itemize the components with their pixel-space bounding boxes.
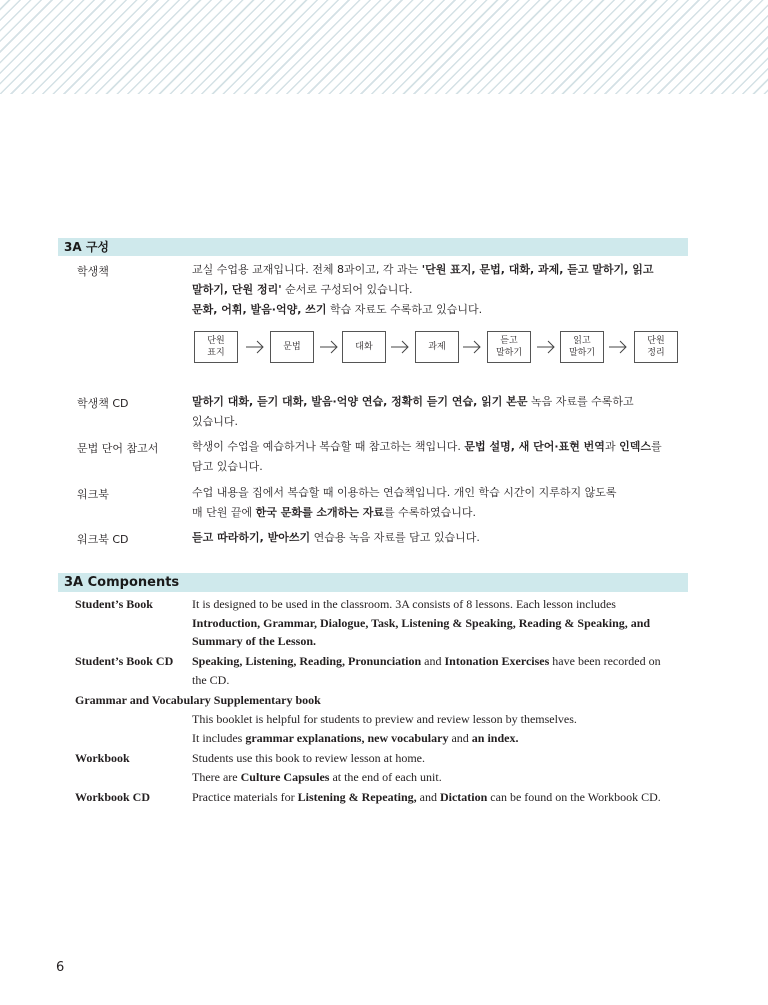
page-number: 6 xyxy=(56,960,65,975)
section-title-ko: 3A 구성 xyxy=(58,238,688,256)
text-run: 있습니다. xyxy=(192,415,239,428)
text-run-bold: Listening & Repeating, xyxy=(297,790,417,804)
arrow-right-icon xyxy=(535,339,557,355)
text-run: 를 수록하였습니다. xyxy=(384,506,477,519)
text-run: It includes xyxy=(192,730,246,745)
text-run: It is designed to be used in the classroom. 3A consists of 8 lessons. Each lesson includes xyxy=(192,597,616,611)
text-run-bold: Summary of the Lesson. xyxy=(192,634,317,648)
text-run: 를 xyxy=(650,440,662,453)
text-line xyxy=(192,437,682,457)
text-line xyxy=(192,280,682,300)
row-body-grammar-reference-ko xyxy=(192,437,682,477)
flow-step-label: 대화 xyxy=(355,342,373,352)
text-run-bold: Culture Capsules xyxy=(240,769,330,784)
text-line xyxy=(192,749,692,768)
row-label-workbook-cd-ko: 워크북 CD xyxy=(77,533,129,546)
flow-step-cover xyxy=(194,331,238,363)
flow-step-label: 듣고 말하기 xyxy=(495,336,523,358)
text-line xyxy=(192,788,692,807)
row-label-workbook-en: Workbook xyxy=(75,751,130,765)
arrow-right-icon xyxy=(318,339,340,355)
text-run-bold: '단원 표지, 문법, 대화, 과제, 듣고 말하기, 읽고 xyxy=(421,263,654,276)
flow-step-reading-speaking xyxy=(560,331,604,363)
text-run-bold: Dictation xyxy=(439,790,488,804)
decorative-stripe-header xyxy=(0,0,768,94)
text-run: There are xyxy=(192,769,241,784)
text-run: 학생이 수업을 예습하거나 복습할 때 참고하는 책입니다. xyxy=(192,440,465,453)
text-run: Students use this book to review lesson at home. xyxy=(192,751,425,765)
row-body-student-book-ko xyxy=(192,260,682,320)
text-line xyxy=(192,768,692,787)
flow-step-dialogue xyxy=(342,331,386,363)
row-body-workbook-cd-ko xyxy=(192,528,682,548)
text-run: the CD. xyxy=(192,672,230,687)
text-line xyxy=(192,710,692,729)
text-run: have been recorded on xyxy=(549,654,661,668)
text-run-bold: 문법 설명, 새 단어·표현 번역 xyxy=(464,440,605,453)
text-run-bold: Speaking, Listening, Reading, Pronunciation xyxy=(192,654,422,668)
arrow-right-icon xyxy=(244,339,266,355)
text-run: 순서로 구성되어 있습니다. xyxy=(281,283,413,296)
row-label-student-book-cd-ko: 학생책 CD xyxy=(77,397,129,410)
text-run-bold: 말하기 대화, 듣기 대화, 발음·억양 연습, 정확히 듣기 연습, 읽기 본문 xyxy=(192,395,528,408)
text-run: 연습용 녹음 자료를 담고 있습니다. xyxy=(310,531,480,544)
text-run: 매 단원 끝에 xyxy=(192,506,256,519)
flow-step-label: 과제 xyxy=(428,342,446,352)
row-body-student-book-en xyxy=(192,595,692,651)
row-label-student-book-ko: 학생책 xyxy=(77,265,109,278)
row-label-grammar-vocab-en: Grammar and Vocabulary Supplementary book xyxy=(75,693,321,707)
text-run-bold: Intonation Exercises xyxy=(444,654,550,668)
flow-step-label: 읽고 말하기 xyxy=(568,336,596,358)
text-run: Practice materials for xyxy=(192,790,298,804)
text-run: and xyxy=(416,790,440,804)
text-run-bold: grammar explanations, new vocabulary xyxy=(245,730,449,745)
row-body-grammar-vocab-en xyxy=(192,710,692,747)
arrow-right-icon xyxy=(389,339,411,355)
row-label-grammar-reference-ko: 문법 단어 참고서 xyxy=(77,442,159,455)
flow-step-grammar xyxy=(270,331,314,363)
text-run: 수업 내용을 집에서 복습할 때 이용하는 연습책입니다. 개인 학습 시간이 지루하지 않도록 xyxy=(192,486,617,499)
text-run: at the end of each unit. xyxy=(329,769,442,784)
row-body-workbook-en xyxy=(192,749,692,786)
arrow-right-icon xyxy=(461,339,483,355)
arrow-right-icon xyxy=(607,339,629,355)
text-run: 과 xyxy=(604,440,620,453)
text-run: 녹음 자료를 수록하고 xyxy=(527,395,634,408)
text-run-bold: an index. xyxy=(471,730,519,745)
section-title-en: 3A Components xyxy=(58,573,688,592)
text-run: 담고 있습니다. xyxy=(192,460,263,473)
text-line xyxy=(192,503,682,523)
text-run: 학습 자료도 수록하고 있습니다. xyxy=(326,303,483,316)
text-run: and xyxy=(448,730,472,745)
row-label-student-book-cd-en: Student’s Book CD xyxy=(75,654,174,668)
row-body-student-book-cd-en xyxy=(192,652,692,689)
text-run: This booklet is helpful for students to preview and review lesson by themselves. xyxy=(192,712,577,726)
text-line xyxy=(192,457,682,477)
text-line xyxy=(192,671,692,690)
row-label-workbook-ko: 워크북 xyxy=(77,488,109,501)
text-run-bold: 말하기, 단원 정리' xyxy=(192,283,282,296)
text-line xyxy=(192,614,692,633)
flow-step-task xyxy=(415,331,459,363)
row-body-workbook-ko xyxy=(192,483,682,523)
text-line xyxy=(192,729,692,748)
text-run-bold: 한국 문화를 소개하는 자료 xyxy=(255,506,384,519)
text-line xyxy=(192,652,692,671)
text-line xyxy=(192,595,692,614)
text-line xyxy=(192,412,682,432)
row-label-workbook-cd-en: Workbook CD xyxy=(75,790,151,804)
flow-step-label: 단원 표지 xyxy=(207,336,225,358)
text-line xyxy=(192,632,692,651)
text-line xyxy=(192,483,682,503)
text-line xyxy=(192,300,682,320)
text-run-bold: Introduction, Grammar, Dialogue, Task, Listening & Speaking, Reading & Speaking, and xyxy=(192,615,651,630)
text-run: 교실 수업용 교재입니다. 전체 8과이고, 각 과는 xyxy=(192,263,422,276)
text-run-bold: 듣고 따라하기, 받아쓰기 xyxy=(192,531,311,544)
text-run: can be found on the Workbook CD. xyxy=(487,790,661,804)
row-body-student-book-cd-ko xyxy=(192,392,682,432)
row-label-student-book-en: Student’s Book xyxy=(75,597,153,611)
text-run-bold: 문화, 어휘, 발음·억양, 쓰기 xyxy=(192,303,327,316)
flow-step-label: 문법 xyxy=(283,342,301,352)
text-run-bold: 인덱스 xyxy=(619,440,651,453)
text-line xyxy=(192,260,682,280)
flow-step-label: 단원 정리 xyxy=(647,336,665,358)
text-line xyxy=(192,528,682,548)
flow-step-listening-speaking xyxy=(487,331,531,363)
row-body-workbook-cd-en xyxy=(192,788,692,807)
lesson-flow-diagram xyxy=(194,331,684,367)
text-run: and xyxy=(421,654,445,668)
flow-step-summary xyxy=(634,331,678,363)
text-line xyxy=(192,392,682,412)
